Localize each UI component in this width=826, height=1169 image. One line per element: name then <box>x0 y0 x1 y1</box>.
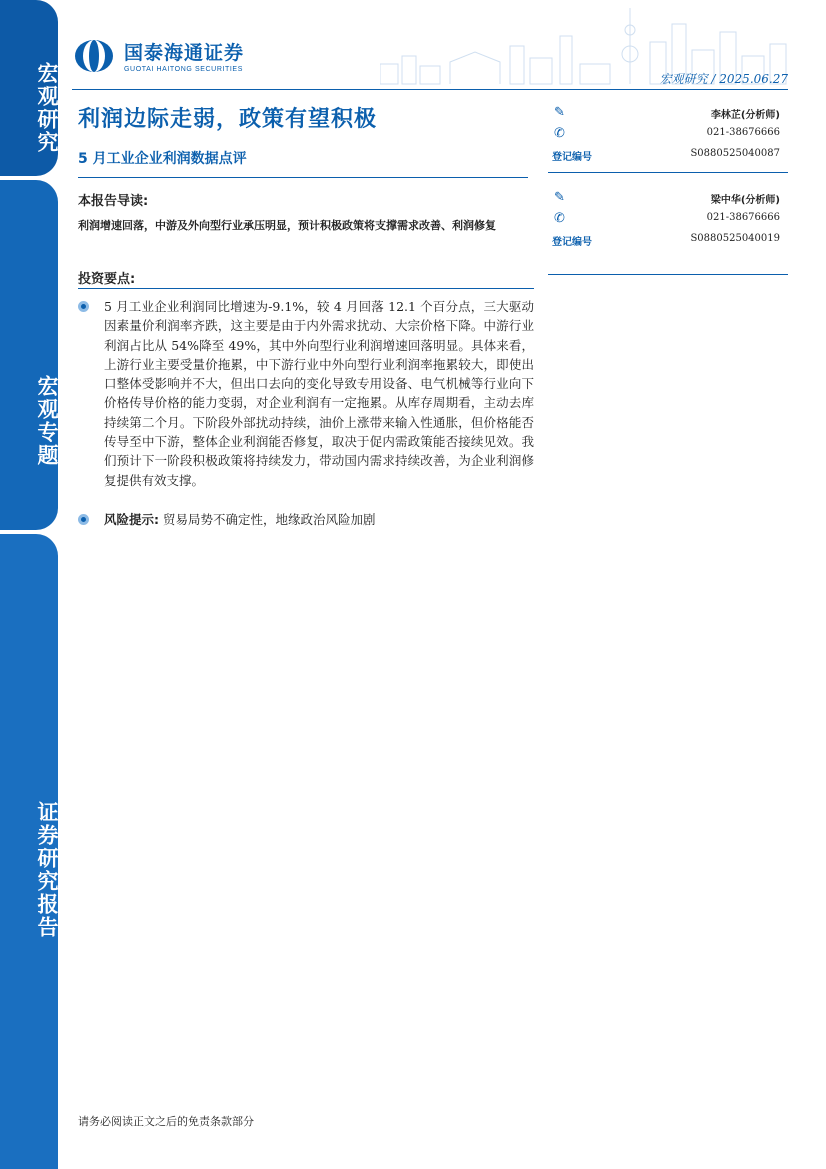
guide-heading: 本报告导读: <box>78 194 149 209</box>
analyst-divider <box>548 172 788 173</box>
header-separator: / <box>711 72 716 86</box>
analyst-phone: 021-38676666 <box>706 127 780 138</box>
sidebar-band-label: 宏观研究 <box>35 62 59 154</box>
report-category-date <box>660 70 788 87</box>
bullet-icon <box>78 514 89 525</box>
analyst-name: 李林芷(分析师) <box>710 110 780 121</box>
pen-icon: ✎ <box>554 190 565 205</box>
registration-number: S0880525040087 <box>690 148 780 159</box>
investment-point-item <box>78 297 534 490</box>
footer-disclaimer: 请务必阅读正文之后的免责条款部分 <box>78 1115 254 1128</box>
logo-mark-icon <box>74 39 114 73</box>
analyst-phone: 021-38676666 <box>706 212 780 223</box>
sidebar-band-securities-report <box>0 534 58 1169</box>
sidebar-band-macro-research <box>0 0 58 176</box>
investment-point-text: 5 月工业企业利润同比增速为-9.1%，较 4 月回落 12.1 个百分点，三大驱动因素量价利润率齐跌，这主要是由于内外需求扰动、大宗价格下降。中游行业利润占比从 54%降至 49%，其中外向型行业利润增速回落明显。具体来看，上游行业主要受量价拖累，中下游行业中外向型行业利润率拖累较大，即使出口整体受影响并不大，但出口去向的变化导致专用设备、电气机械等行业向下价格传导价格的能力变弱，对企业利润有一定拖累。从库存周期看，主动去库持续第二个月。下阶段外部扰动持续，油价上涨带来输入性通胀，但价格能否传导至中下游，整体企业利润能否修复，取决于促内需政策能否接续见效。我们预计下一阶段积极政策将持续发力，带动国内需求持续改善，为企业利润修复提供有效支撑。 <box>104 299 534 488</box>
analyst-card <box>548 191 788 254</box>
report-title: 利润边际走弱，政策有望积极 <box>78 107 378 132</box>
pen-icon: ✎ <box>554 105 565 120</box>
logo-english-name: GUOTAI HAITONG SECURITIES <box>124 66 243 73</box>
risk-warning-label: 风险提示: <box>104 512 159 527</box>
report-date: 2025.06.27 <box>719 72 788 86</box>
company-logo <box>74 38 244 73</box>
registration-label: 登记编号 <box>552 237 592 248</box>
sidebar-band-macro-topic <box>0 180 58 530</box>
subtitle-divider <box>78 177 528 178</box>
risk-warning-item <box>78 510 534 529</box>
registration-label: 登记编号 <box>552 152 592 163</box>
sidebar-band-label: 证券研究报告 <box>35 800 59 939</box>
guide-text: 利润增速回落，中游及外向型行业承压明显，预计积极政策将支撑需求改善、利润修复 <box>78 219 496 232</box>
analyst-divider <box>548 274 788 275</box>
analyst-card <box>548 106 788 169</box>
logo-chinese-name: 国泰海通证券 <box>124 42 245 64</box>
registration-number: S0880525040019 <box>690 233 780 244</box>
sidebar-band-label: 宏观专题 <box>35 375 59 467</box>
phone-icon: ✆ <box>554 211 565 226</box>
bullet-icon <box>78 301 89 312</box>
phone-icon: ✆ <box>554 126 565 141</box>
report-subtitle: 5 月工业企业利润数据点评 <box>78 151 247 167</box>
investment-points-heading: 投资要点: <box>78 272 136 287</box>
analyst-name: 梁中华(分析师) <box>710 195 780 206</box>
header-divider <box>72 89 788 90</box>
risk-warning-text: 贸易局势不确定性，地缘政治风险加剧 <box>162 512 376 527</box>
points-divider <box>78 288 534 289</box>
report-category: 宏观研究 <box>659 72 708 86</box>
